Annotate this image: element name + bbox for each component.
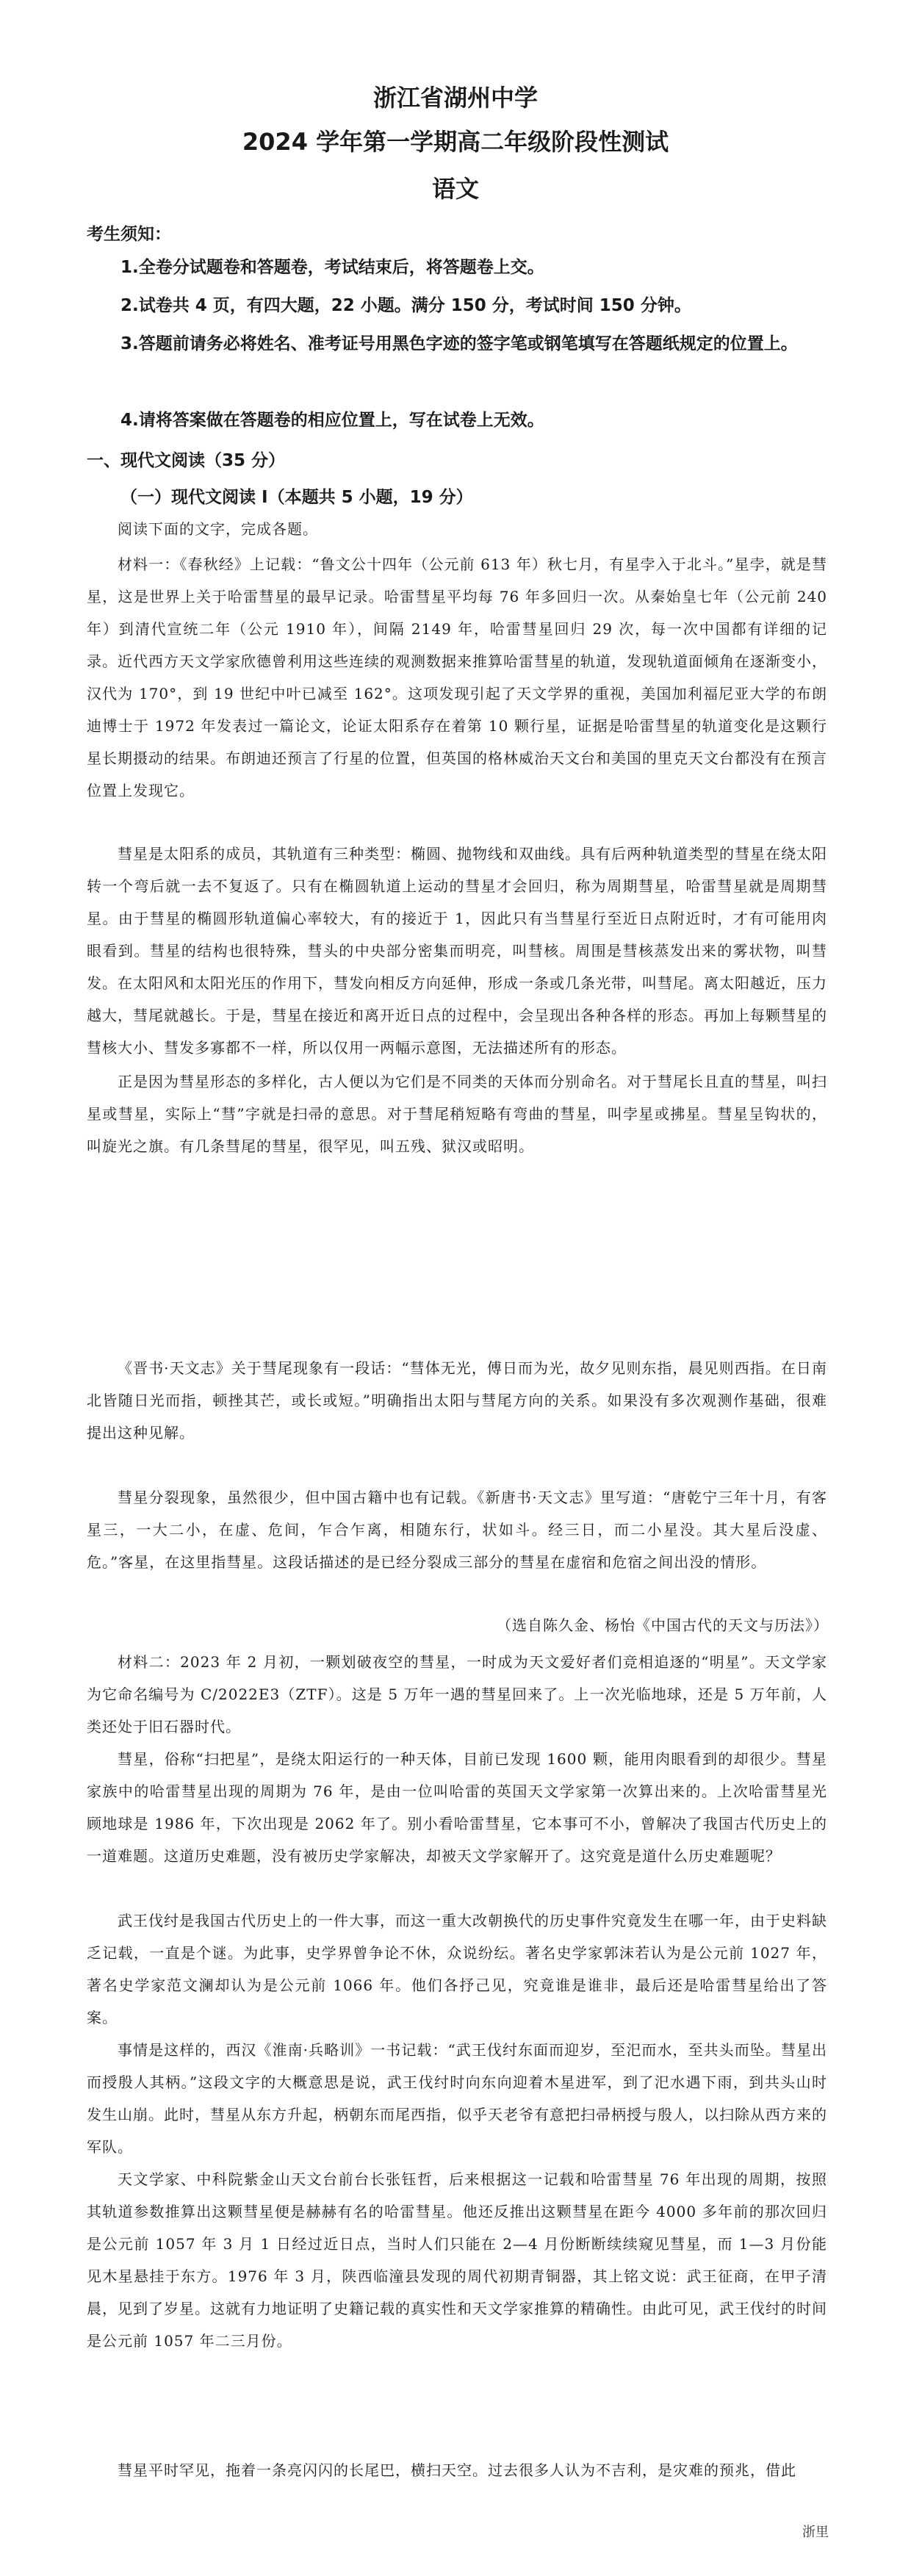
- notice-item: 1.全卷分试题卷和答题卷，考试结束后，将答题卷上交。: [120, 258, 544, 277]
- passage-paragraph: 材料一：《春秋经》上记载：“鲁文公十四年（公元前 613 年）秋七月，有星孛入于北斗。”星孛，就是彗星，这是世界上关于哈雷彗星的最早记录。哈雷彗星平均每 76 年多回归一次。从秦始皇七年（公元前 240 年）到清代宣统二年（公元 1910 年），间隔 2149 年，哈雷彗星回归 29 次，每一次中国都有详细的记录。近代西方天文学家欣德曾利用这些连续的观测数据来推算哈雷彗星的轨道，发现轨道面倾角在逐渐变小，汉代为 170°，到 19 世纪中叶已减至 162°。这项发现引起了天文学界的重视，美国加利福尼亚大学的布朗迪博士于 1972 年发表过一篇论文，论证太阳系存在着第 10 颗行星，证据是哈雷彗星的轨道变化是这颗行星长期摄动的结果。布朗迪还预言了行星的位置，但英国的格林威治天文台和美国的里克天文台都没有在预言位置上发现它。: [87, 555, 827, 799]
- subject-title: 语文: [431, 175, 479, 203]
- passage-paragraph: 彗星是太阳系的成员，其轨道有三种类型：椭圆、抛物线和双曲线。具有后两种轨道类型的彗星在绕太阳转一个弯后就一去不复返了。只有在椭圆轨道上运动的彗星才会回归，称为周期彗星，哈雷彗星就是周期彗星。由于彗星的椭圆形轨道偏心率较大，有的接近于 1，因此只有当彗星行至近日点附近时，才有可能用肉眼看到。彗星的结构也很特殊，彗头的中央部分密集而明亮，叫彗核。周围是彗核蒸发出来的雾状物，叫彗发。在太阳风和太阳光压的作用下，彗发向相反方向延伸，形成一条或几条光带，叫彗尾。离太阳越近，压力越大，彗尾就越长。于是，彗星在接近和离开近日点的过程中，会呈现出各种各样的形态。再加上每颗彗星的彗核大小、彗发多寡都不一样，所以仅用一两幅示意图，无法描述所有的形态。: [87, 845, 827, 1057]
- notice-item: 4.请将答案做在答题卷的相应位置上，写在试卷上无效。: [120, 411, 544, 430]
- section-title: 一、现代文阅读（35 分）: [87, 451, 286, 470]
- passage-paragraph: 天文学家、中科院紫金山天文台前台长张钰哲，后来根据这一记载和哈雷彗星 76 年出现的周期，按照其轨道参数推算出这颗彗星便是赫赫有名的哈雷彗星。他还反推出这颗彗星在距今 4000 多年前的那次回归是公元前 1057 年 3 月 1 日经过近日点，当时人们只能在 2—4 月份断断续续窥见彗星，而 1—3 月份能见木星悬挂于东方。1976 年 3 月，陕西临潼县发现的周代初期青铜器，其上铭文说：武王征商，在甲子清晨，见到了岁星。这就有力地证明了史籍记载的真实性和天文学家推算的精确性。由此可见，武王伐纣的时间是公元前 1057 年二三月份。: [87, 2170, 827, 2350]
- passage-paragraph: 彗星平时罕见，拖着一条亮闪闪的长尾巴，横扫天空。过去很多人认为不吉利，是灾难的预兆，借此: [118, 2461, 796, 2479]
- notice-heading: 考生须知：: [87, 225, 171, 244]
- passage-paragraph: 《晋书·天文志》关于彗尾现象有一段话：“彗体无光，傅日而为光，故夕见则东指，晨见则西指。在日南北皆随日光而指，顿挫其芒，或长或短。”明确指出太阳与彗尾方向的关系。如果没有多次观测作基础，很难提出这种见解。: [87, 1359, 827, 1442]
- school-title: 浙江省湖州中学: [372, 84, 538, 112]
- notice-item: 3.答题前请务必将姓名、准考证号用黑色字迹的签字笔或钢笔填写在答题纸规定的位置上。: [120, 334, 798, 353]
- passage-source: （选自陈久金、杨怡《中国古代的天文与历法》）: [497, 1616, 829, 1634]
- instruction: 阅读下面的文字，完成各题。: [118, 520, 318, 538]
- page-footer: 浙里: [802, 2525, 829, 2540]
- passage-paragraph: 材料二：2023 年 2 月初，一颗划破夜空的彗星，一时成为天文爱好者们竞相追逐的“明星”。天文学家为它命名编号为 C/2022E3（ZTF）。这是 5 万年一遇的彗星回来了。上一次光临地球，还是 5 万年前，人类还处于旧石器时代。: [87, 1653, 827, 1735]
- passage-paragraph: 彗星，俗称“扫把星”，是绕太阳运行的一种天体，目前已发现 1600 颗，能用肉眼看到的却很少。彗星家族中的哈雷彗星出现的周期为 76 年，是由一位叫哈雷的英国天文学家第一次算出来的。上次哈雷彗星光顾地球是 1986 年，下次出现是 2062 年了。别小看哈雷彗星，它本事可不小，曾解决了我国古代历史上的一道难题。这道历史难题，没有被历史学家解决，却被天文学家解开了。这究竟是道什么历史难题呢？: [87, 1750, 827, 1865]
- passage-paragraph: 武王伐纣是我国古代历史上的一件大事，而这一重大改朝换代的历史事件究竟发生在哪一年，由于史料缺乏记载，一直是个谜。为此事，史学界曾争论不休，众说纷纭。著名史学家郭沫若认为是公元前 1027 年，著名史学家范文澜却认为是公元前 1066 年。他们各抒己见，究竟谁是谁非，最后还是哈雷彗星给出了答案。: [87, 1912, 827, 2026]
- exam-title: 2024 学年第一学期高二年级阶段性测试: [242, 128, 669, 156]
- subsection-title: （一）现代文阅读 I（本题共 5 小题，19 分）: [120, 488, 473, 507]
- passage-paragraph: 事情是这样的，西汉《淮南·兵略训》一书记载：“武王伐纣东面而迎岁，至汜而水，至共头而坠。彗星出而授殷人其柄。”这段文字的大概意思是说，武王伐纣时向东向迎着木星进军，到了汜水遇下雨，到共头山时发生山崩。此时，彗星从东方升起，柄朝东而尾西指，似乎天老爷有意把扫帚柄授与殷人，以扫除从西方来的军队。: [87, 2041, 827, 2156]
- passage-paragraph: 正是因为彗星形态的多样化，古人便以为它们是不同类的天体而分别命名。对于彗尾长且直的彗星，叫扫星或彗星，实际上“彗”字就是扫帚的意思。对于彗尾稍短略有弯曲的彗星，叫孛星或拂星。彗星呈钩状的，叫旋光之旗。有几条彗尾的彗星，很罕见，叫五残、狱汉或昭明。: [87, 1073, 827, 1155]
- passage-paragraph: 彗星分裂现象，虽然很少，但中国古籍中也有记载。《新唐书·天文志》里写道：“唐乾宁三年十月，有客星三，一大二小，在虚、危间，乍合乍离，相随东行，状如斗。经三日，而二小星没。其大星后没虚、危。”客星，在这里指彗星。这段话描述的是已经分裂成三部分的彗星在虚宿和危宿之间出没的情形。: [87, 1489, 827, 1571]
- notice-item: 2.试卷共 4 页，有四大题，22 小题。满分 150 分，考试时间 150 分钟。: [120, 296, 691, 315]
